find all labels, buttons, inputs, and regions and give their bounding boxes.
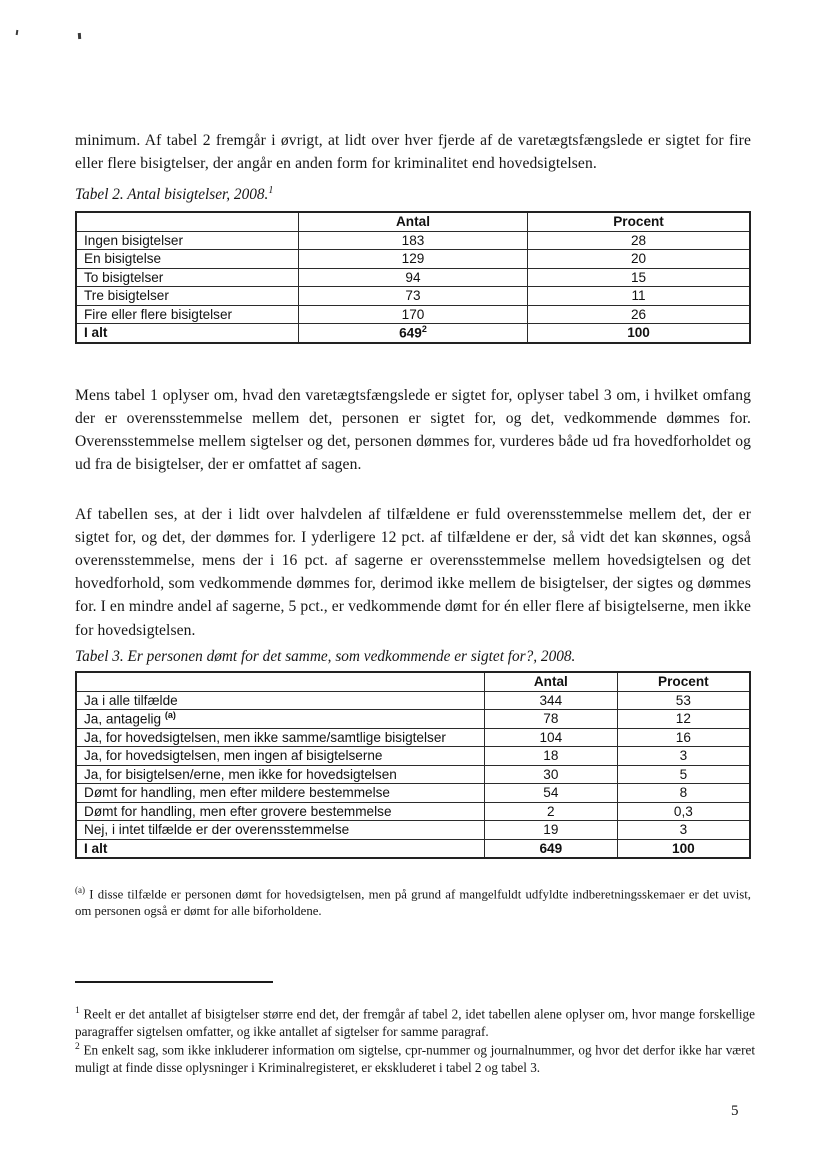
scan-speck [78,33,81,39]
table-row [76,765,750,784]
row-label: Dømt for handling, men efter grovere bestemmelse [76,802,484,821]
total-label: I alt [76,839,484,858]
row-antal: 73 [298,287,527,306]
total-procent: 100 [528,324,750,343]
footnote-separator-rule [75,981,273,983]
paragraph-intro: minimum. Af tabel 2 fremgår i øvrigt, at lidt over hver fjerde af de varetægtsfængslede er sigtet for fire eller flere bisigtelser, der angår en anden form for kriminalitet end hovedsigtelsen. [75,131,751,172]
row-procent: 28 [528,231,750,250]
header-procent: Procent [528,212,750,231]
header-procent: Procent [617,672,750,691]
row-antal: 19 [484,821,617,840]
row-antal: 170 [298,305,527,324]
row-label: Ja, for hovedsigtelsen, men ikke samme/samtlige bisigtelser [76,728,484,747]
row-antal: 54 [484,784,617,803]
table-note-marker-a: (a) [75,884,85,895]
table-total-row [76,324,750,343]
footnote-ref-1: 1 [268,185,274,196]
footnote-ref-2: 2 [421,324,427,335]
row-label: Ja, for bisigtelsen/erne, men ikke for hovedsigtelsen [76,765,484,784]
scan-speck [16,30,19,35]
total-label: I alt [76,324,298,343]
table-row [76,250,750,269]
row-procent: 16 [617,728,750,747]
row-label: To bisigtelser [76,268,298,287]
row-label: En bisigtelse [76,250,298,269]
table-row [76,287,750,306]
table3-footnote-a-text: I disse tilfælde er personen dømt for hovedsigtelsen, men på grund af mangelfuldt udfyldte indberetningsskemaer er det uvist, om personen også er dømt for alle biforholdene. [75,887,751,918]
row-procent: 3 [617,747,750,766]
row-antal: 30 [484,765,617,784]
row-antal: 344 [484,691,617,710]
row-antal: 18 [484,747,617,766]
row-procent: 5 [617,765,750,784]
footnote-1-text: Reelt er det antallet af bisigtelser større end det, der fremgår af tabel 2, idet tabellen alene oplyser om, hvor mange forskellige paragraffer sigtelsen omfatter, og ikke antallet af sigtelser for samme paragraf. [75,1006,756,1040]
row-label: Nej, i intet tilfælde er der overensstemmelse [76,821,484,840]
header-antal: Antal [484,672,617,691]
row-label: Fire eller flere bisigtelser [76,305,298,324]
row-antal: 2 [484,802,617,821]
page-number: 5 [731,1103,739,1119]
table3-title: Tabel 3. Er personen dømt for det samme, som vedkommende er sigtet for?, 2008. [75,648,576,665]
table-doemt-for-det-samme [75,671,751,859]
total-antal: 649 [484,839,617,858]
row-procent: 3 [617,821,750,840]
table-row [76,784,750,803]
footnote-2 [75,1039,755,1077]
row-antal: 78 [484,710,617,729]
table-row [76,231,750,250]
total-procent: 100 [617,839,750,858]
row-procent: 8 [617,784,750,803]
row-antal: 104 [484,728,617,747]
footnote-1-marker: 1 [75,1006,80,1017]
row-antal: 94 [298,268,527,287]
row-procent: 20 [528,250,750,269]
footnote-2-text: En enkelt sag, som ikke inkluderer information om sigtelse, cpr-nummer og journalnummer, og hvor det derfor ikke har været muligt at finde disse oplysninger i Kriminalregisteret, er ekskluderet i tabel 2 og tabel 3. [75,1042,756,1076]
table-antal-bisigtelser [75,211,751,344]
table-row [76,821,750,840]
row-procent: 53 [617,691,750,710]
table-header-row [76,212,750,231]
row-label: Tre bisigtelser [76,287,298,306]
row-antal: 129 [298,250,527,269]
footnote-2-marker: 2 [75,1042,80,1053]
row-procent: 0,3 [617,802,750,821]
row-label: Ingen bisigtelser [76,231,298,250]
row-label [76,710,484,729]
header-empty [76,672,484,691]
row-label: Dømt for handling, men efter mildere bestemmelse [76,784,484,803]
total-antal-value: 649 [399,326,422,342]
table-header-row [76,672,750,691]
header-empty [76,212,298,231]
row-procent: 15 [528,268,750,287]
footnote-1 [75,1003,755,1041]
row-label: Ja i alle tilfælde [76,691,484,710]
row-antal: 183 [298,231,527,250]
table-row [76,305,750,324]
table-row [76,710,750,729]
row-label: Ja, for hovedsigtelsen, men ingen af bisigtelserne [76,747,484,766]
header-antal: Antal [298,212,527,231]
table-row [76,268,750,287]
row-procent: 26 [528,305,750,324]
table-note-ref-a: (a) [164,710,176,721]
paragraph-analysis: Af tabellen ses, at der i lidt over halvdelen af tilfældene er fuld overensstemmelse mellem det, der er sigtet for, og det, der dømmes for. I yderligere 12 pct. af tilfældene er der, så vidt det kan skønnes, også overensstemmelse, mens der i 16 pct. af sagerne er overensstemmelse mellem hovedsigtelsen og det hovedforhold, som vedkommende dømmes for, derimod ikke mellem de bisigtelser, der sigtes og dømmes for. I en mindre andel af sagerne, 5 pct., er vedkommende dømt for én eller flere af bisigtelserne, men ikke for hovedsigtelsen. [75,505,751,639]
table2-title [75,185,273,204]
table3-footnote-a [75,882,751,920]
table-row [76,728,750,747]
row-procent: 12 [617,710,750,729]
table-total-row [76,839,750,858]
paragraph-tabel1-vs-tabel3: Mens tabel 1 oplyser om, hvad den varetægtsfængslede er sigtet for, oplyser tabel 3 om, i hvilket omfang der er overensstemmelse mellem det, personen er sigtet for, og det, vedkommende dømmes for. Overensstemmelse mellem sigtelser og det, personen dømmes for, vurderes både ud fra hovedforholdet og ud fra de bisigtelser, der er omfattet af sagen. [75,386,751,474]
table-row [76,802,750,821]
total-antal [298,324,527,343]
table-row [76,691,750,710]
table2-title-text: Tabel 2. Antal bisigtelser, 2008. [75,186,269,204]
table-row [76,747,750,766]
row-label-text: Ja, antagelig [84,712,162,728]
row-procent: 11 [528,287,750,306]
